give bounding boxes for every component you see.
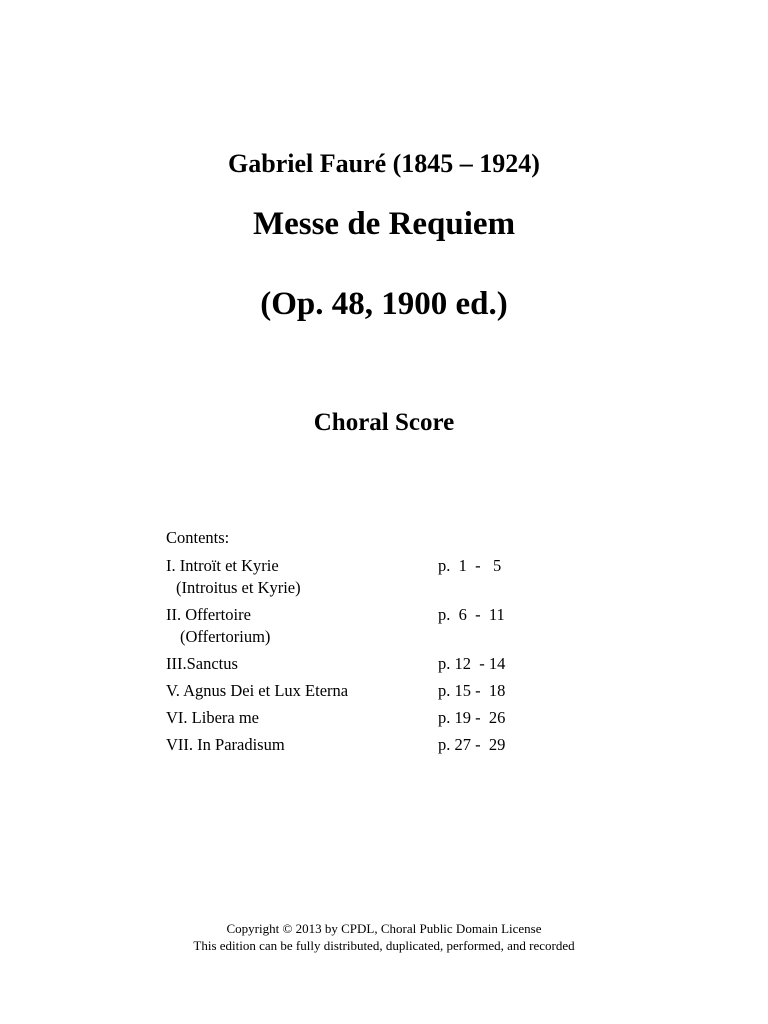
entry-pages: p. 15 - 18 [438, 681, 506, 700]
contents-entry-libera-me [166, 707, 586, 729]
entry-pages: p. 12 - 14 [438, 654, 506, 673]
entry-subtitle: (Introitus et Kyrie) [176, 578, 301, 597]
composer-line: Gabriel Fauré (1845 – 1924) [228, 149, 540, 178]
entry-pages: p. 27 - 29 [438, 735, 506, 754]
contents-entry-introit [166, 555, 586, 599]
entry-subtitle: (Offertorium) [180, 627, 271, 646]
entry-title: I. Introït et Kyrie [166, 556, 279, 575]
score-type: Choral Score [313, 409, 455, 436]
contents-entry-agnus-dei [166, 680, 586, 702]
contents-entry-sanctus [166, 653, 586, 675]
entry-pages: p. 1 - 5 [438, 556, 502, 575]
entry-pages: p. 6 - 11 [438, 605, 505, 624]
contents-heading: Contents: [166, 528, 230, 547]
contents-entry-in-paradisum [166, 734, 586, 756]
contents-entry-offertoire [166, 604, 586, 648]
entry-title: VI. Libera me [166, 708, 259, 727]
copyright-notice: Copyright © 2013 by CPDL, Choral Public Domain License [226, 921, 542, 936]
entry-title: II. Offertoire [166, 605, 251, 624]
entry-title: V. Agnus Dei et Lux Eterna [166, 681, 349, 700]
opus-line: (Op. 48, 1900 ed.) [260, 286, 508, 322]
work-title: Messe de Requiem [252, 206, 516, 242]
entry-title: VII. In Paradisum [166, 735, 285, 754]
entry-title: III.Sanctus [166, 654, 238, 673]
license-notice: This edition can be fully distributed, duplicated, performed, and recorded [193, 938, 575, 953]
copyright-footer [0, 920, 768, 954]
table-of-contents [166, 527, 586, 761]
entry-pages: p. 19 - 26 [438, 708, 506, 727]
